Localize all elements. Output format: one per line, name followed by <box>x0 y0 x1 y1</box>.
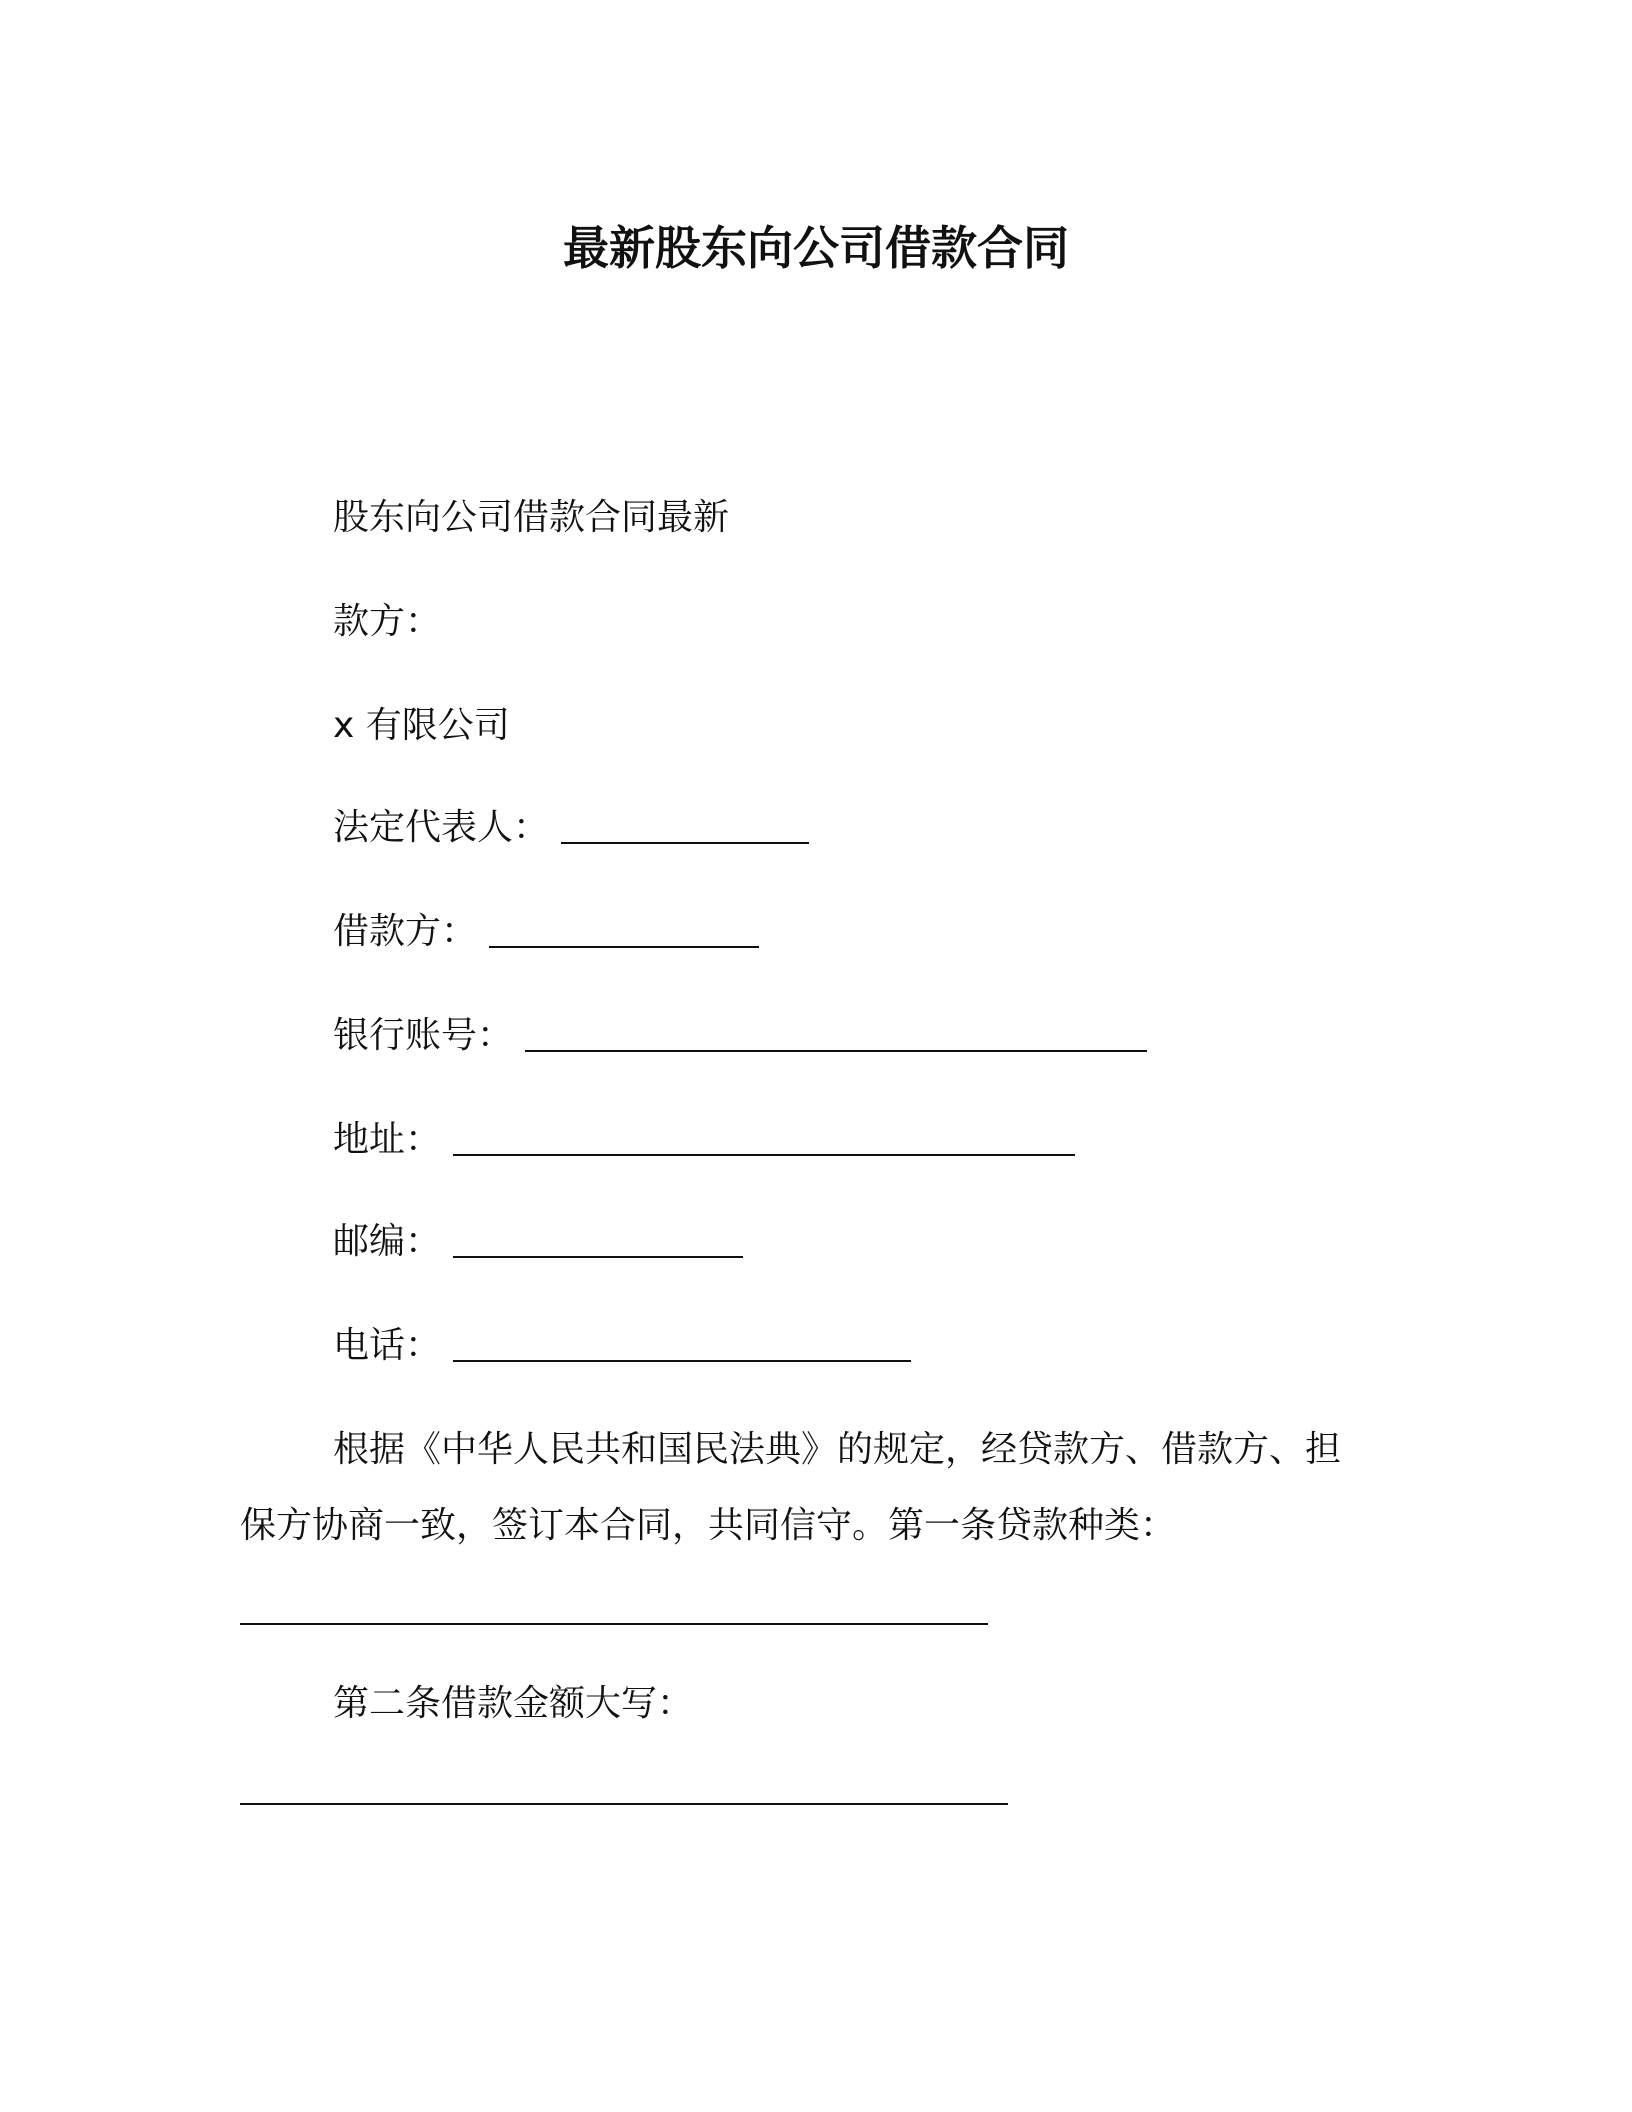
intro-line-2: 保方协商一致，签订本合同，共同信守。第一条贷款种类： <box>240 1505 1177 1546</box>
loan-amount-blank[interactable] <box>240 1803 1008 1805</box>
bank-account-label: 银行账号： <box>333 1015 514 1056</box>
legal-rep-row <box>333 804 809 852</box>
loan-type-blank[interactable] <box>240 1623 988 1625</box>
postcode-blank[interactable] <box>453 1256 743 1258</box>
address-blank[interactable] <box>453 1154 1075 1156</box>
legal-rep-label: 法定代表人： <box>333 807 550 848</box>
lender-label: 款方： <box>333 601 442 642</box>
postcode-label: 邮编： <box>333 1221 442 1262</box>
address-row <box>333 1116 1075 1164</box>
borrower-row <box>333 908 759 956</box>
legal-rep-blank[interactable] <box>561 842 809 844</box>
borrower-blank[interactable] <box>489 946 759 948</box>
phone-row <box>333 1322 911 1370</box>
bank-account-blank[interactable] <box>525 1050 1147 1052</box>
phone-blank[interactable] <box>453 1360 911 1362</box>
phone-label: 电话： <box>333 1325 442 1366</box>
bank-account-row <box>333 1012 1147 1060</box>
postcode-row <box>333 1218 743 1266</box>
article2-label: 第二条借款金额大写： <box>333 1683 694 1724</box>
address-label: 地址： <box>333 1119 442 1160</box>
borrower-label: 借款方： <box>333 911 478 952</box>
document-subtitle: 股东向公司借款合同最新 <box>333 497 730 538</box>
intro-line-1: 根据《中华人民共和国民法典》的规定，经贷款方、借款方、担 <box>333 1429 1342 1470</box>
company-name: x 有限公司 <box>333 705 510 746</box>
document-title: 最新股东向公司借款合同 <box>563 221 1069 275</box>
